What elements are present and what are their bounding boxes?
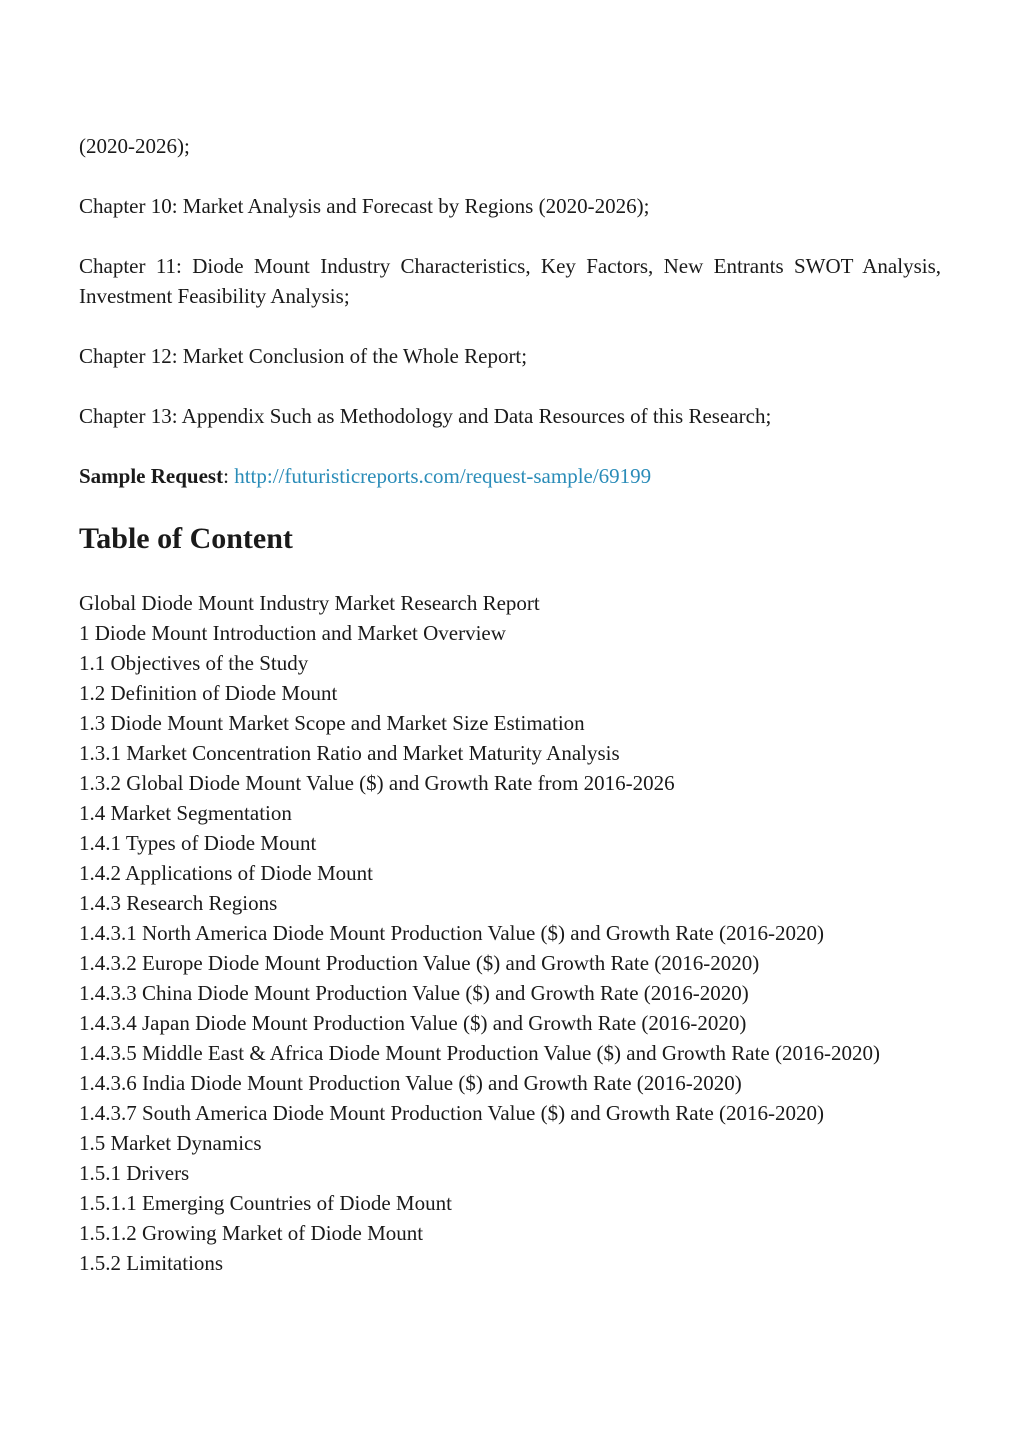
toc-list (79, 588, 941, 1278)
toc-item: 1.4.3.3 China Diode Mount Production Value ($) and Growth Rate (2016-2020) (79, 981, 749, 1005)
toc-item: 1.3 Diode Mount Market Scope and Market Size Estimation (79, 711, 585, 735)
sample-request-line (79, 461, 941, 491)
toc-item: 1.4.1 Types of Diode Mount (79, 831, 317, 855)
toc-item: 1.2 Definition of Diode Mount (79, 681, 338, 705)
intro-paragraph-chapter-13: Chapter 13: Appendix Such as Methodology and Data Resources of this Research; (79, 404, 772, 428)
toc-item: 1.1 Objectives of the Study (79, 651, 309, 675)
toc-item: 1.5.2 Limitations (79, 1251, 224, 1275)
toc-item: 1.4.3.6 India Diode Mount Production Value ($) and Growth Rate (2016-2020) (79, 1071, 742, 1095)
sample-request-label: Sample Request (79, 464, 224, 488)
sample-request-separator: : (223, 464, 235, 488)
toc-item: 1.4.3.5 Middle East & Africa Diode Mount Production Value ($) and Growth Rate (2016-2020) (79, 1041, 880, 1065)
toc-item: 1 Diode Mount Introduction and Market Overview (79, 621, 506, 645)
toc-item: 1.4.3.1 North America Diode Mount Production Value ($) and Growth Rate (2016-2020) (79, 921, 824, 945)
toc-item: 1.4.2 Applications of Diode Mount (79, 861, 373, 885)
intro-paragraph-year-range: (2020-2026); (79, 134, 190, 158)
toc-item: 1.5.1.2 Growing Market of Diode Mount (79, 1221, 424, 1245)
toc-item: 1.4.3.7 South America Diode Mount Production Value ($) and Growth Rate (2016-2020) (79, 1101, 824, 1125)
intro-paragraph-chapter-11: Chapter 11: Diode Mount Industry Characteristics, Key Factors, New Entrants SWOT Analysis, Investment Feasibility Analysis; (79, 254, 941, 308)
intro-paragraph-chapter-12: Chapter 12: Market Conclusion of the Whole Report; (79, 344, 528, 368)
toc-item: 1.5.1 Drivers (79, 1161, 190, 1185)
document-page (79, 131, 941, 1278)
toc-item: 1.3.1 Market Concentration Ratio and Market Maturity Analysis (79, 741, 620, 765)
toc-item: 1.4 Market Segmentation (79, 801, 292, 825)
sample-request-link[interactable]: http://futuristicreports.com/request-sample/69199 (234, 464, 652, 488)
toc-item: 1.4.3.4 Japan Diode Mount Production Value ($) and Growth Rate (2016-2020) (79, 1011, 747, 1035)
toc-item: 1.3.2 Global Diode Mount Value ($) and Growth Rate from 2016-2026 (79, 771, 675, 795)
toc-heading: Table of Content (79, 522, 293, 555)
toc-item: 1.5 Market Dynamics (79, 1131, 262, 1155)
toc-item: 1.4.3 Research Regions (79, 891, 278, 915)
toc-item: Global Diode Mount Industry Market Research Report (79, 591, 540, 615)
toc-item: 1.5.1.1 Emerging Countries of Diode Mount (79, 1191, 452, 1215)
intro-paragraph-chapter-10: Chapter 10: Market Analysis and Forecast by Regions (2020-2026); (79, 194, 650, 218)
toc-item: 1.4.3.2 Europe Diode Mount Production Value ($) and Growth Rate (2016-2020) (79, 951, 760, 975)
